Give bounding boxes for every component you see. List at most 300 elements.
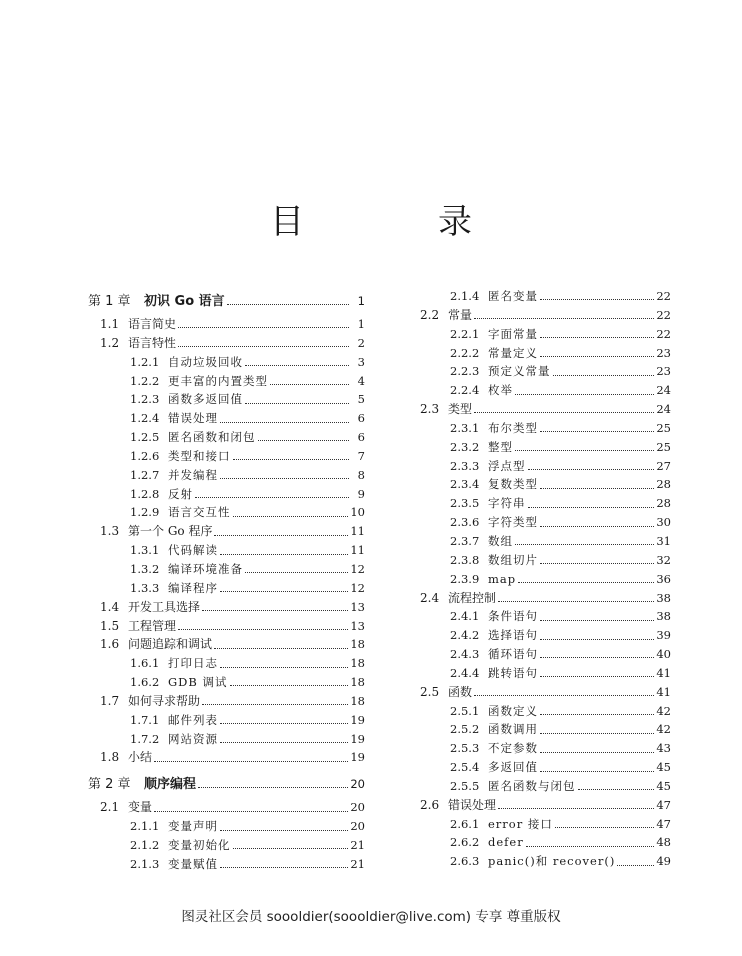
toc-entry-title: 开发工具选择 — [128, 599, 201, 614]
toc-entry-page: 11 — [350, 543, 365, 558]
toc-entry-number: 2.2.3 — [450, 364, 480, 379]
toc-entry-number: 1.3.2 — [130, 561, 160, 576]
toc-entry-number: 1.1 — [100, 317, 120, 331]
toc-entry-number: 2.2.1 — [450, 326, 480, 341]
toc-entry[interactable] — [408, 702, 671, 721]
toc-entry-page: 11 — [350, 524, 365, 539]
toc-entry-page: 20 — [350, 819, 365, 834]
toc-entry-number: 1.5 — [100, 618, 120, 633]
toc-entry-page: 43 — [656, 741, 671, 756]
toc-entry-title: 变量赋值 — [168, 856, 218, 871]
toc-entry-title: 第一个 Go 程序 — [128, 524, 213, 539]
toc-entry[interactable] — [88, 598, 365, 617]
dot-leader — [270, 383, 349, 385]
dot-leader — [220, 590, 348, 592]
toc-entry[interactable] — [88, 836, 365, 855]
toc-entry-page: 10 — [350, 505, 365, 520]
toc-entry-title: 函数 — [448, 684, 473, 699]
toc-entry-title: 自动垃圾回收 — [168, 354, 243, 369]
toc-entry-title: 如何寻求帮助 — [128, 693, 201, 708]
toc-entry-title: 工程管理 — [128, 618, 177, 633]
dot-leader — [245, 364, 349, 366]
dot-leader — [233, 847, 349, 849]
dot-leader — [233, 515, 349, 517]
toc-entry[interactable] — [88, 654, 365, 673]
toc-entry-page: 24 — [656, 402, 671, 417]
toc-entry[interactable] — [408, 400, 671, 419]
toc-entry-number: 2.3.7 — [450, 533, 480, 548]
toc-entry-title: defer — [488, 835, 524, 850]
toc-entry-page: 41 — [656, 684, 671, 699]
dot-leader — [540, 619, 654, 621]
toc-entry-title: 流程控制 — [448, 590, 497, 605]
toc-entry[interactable] — [88, 466, 365, 485]
toc-entry-title: 变量 — [128, 800, 153, 815]
toc-entry-number: 2.3.4 — [450, 477, 480, 492]
dot-leader — [178, 628, 348, 630]
toc-entry-number: 1.3 — [100, 524, 120, 539]
toc-entry-page: 31 — [656, 533, 671, 548]
toc-entry-page: 22 — [656, 289, 671, 303]
toc-entry-title: 复数类型 — [488, 477, 538, 492]
toc-entry-title: 更丰富的内置类型 — [168, 373, 268, 388]
dot-leader — [540, 430, 654, 432]
toc-entry-number: 1.8 — [100, 750, 120, 765]
toc-entry-number: 2.4.4 — [450, 665, 480, 680]
toc-entry-number: 2.6.3 — [450, 854, 480, 869]
dot-leader — [498, 807, 654, 809]
toc-entry-number: 2.4 — [420, 590, 440, 605]
toc-entry-number: 2.5 — [420, 684, 440, 699]
toc-entry-number: 1.6.1 — [130, 656, 160, 671]
dot-leader — [528, 468, 655, 470]
toc-entry-page: 24 — [656, 383, 671, 398]
toc-entry-page: 7 — [357, 448, 365, 463]
toc-entry-title: 打印日志 — [168, 656, 218, 671]
toc-entry-number: 1.2.3 — [130, 392, 160, 407]
toc-entry-page: 4 — [357, 373, 365, 388]
toc-entry[interactable] — [408, 626, 671, 645]
toc-entry[interactable] — [408, 739, 671, 758]
toc-entry[interactable] — [88, 447, 365, 466]
toc-entry-title: 编译程序 — [168, 580, 218, 595]
toc-entry[interactable] — [408, 645, 671, 664]
toc-entry-page: 30 — [656, 515, 671, 530]
toc-entry[interactable] — [408, 758, 671, 777]
toc-entry-title: 数组切片 — [488, 552, 538, 567]
toc-entry-number: 1.2.1 — [130, 354, 160, 369]
toc-entry[interactable] — [88, 798, 365, 817]
toc-entry[interactable] — [408, 344, 671, 363]
toc-entry[interactable] — [408, 777, 671, 796]
toc-entry[interactable] — [88, 353, 365, 372]
dot-leader — [220, 741, 348, 743]
toc-entry[interactable] — [408, 796, 671, 815]
toc-entry[interactable] — [88, 334, 365, 353]
toc-entry-title: 布尔类型 — [488, 420, 538, 435]
toc-entry-page: 21 — [350, 837, 365, 852]
toc-entry-title: 函数定义 — [488, 703, 538, 718]
toc-entry[interactable] — [408, 325, 671, 344]
toc-entry-title: 匿名函数和闭包 — [168, 430, 256, 445]
toc-left-column — [88, 287, 365, 874]
toc-entry-number: 2.2.2 — [450, 345, 480, 360]
toc-entry[interactable] — [88, 315, 365, 334]
toc-entry-title: 常量 — [448, 307, 473, 322]
toc-entry[interactable] — [88, 635, 365, 654]
toc-entry-title: 邮件列表 — [168, 712, 218, 727]
dot-leader — [258, 439, 350, 441]
toc-entry[interactable] — [408, 551, 671, 570]
toc-entry-title: 常量定义 — [488, 345, 538, 360]
dot-leader — [540, 298, 654, 300]
toc-entry-number: 1.4 — [100, 599, 120, 614]
toc-entry[interactable] — [88, 485, 365, 504]
toc-entry-page: 12 — [350, 580, 365, 595]
toc-entry-number: 2.6.2 — [450, 835, 480, 850]
toc-entry-page: 25 — [656, 420, 671, 435]
toc-entry-number: 2.1.2 — [130, 837, 160, 852]
toc-entry[interactable] — [408, 664, 671, 683]
toc-entry-page: 48 — [656, 835, 671, 850]
toc-entry-title: 匿名函数与闭包 — [488, 778, 576, 793]
toc-entry-page: 20 — [350, 777, 365, 792]
toc-entry-number: 2.6.1 — [450, 816, 480, 831]
dot-leader — [195, 496, 349, 498]
toc-entry[interactable] — [88, 579, 365, 598]
toc-entry-number: 2.6 — [420, 797, 440, 812]
toc-entry-number: 2.5.1 — [450, 703, 480, 718]
toc-entry-page: 3 — [357, 354, 365, 369]
toc-entry-title: 字符类型 — [488, 515, 538, 530]
toc-entry-title: 顺序编程 — [144, 777, 197, 793]
toc-entry-number: 1.3.3 — [130, 580, 160, 595]
toc-entry-title: map — [488, 571, 517, 586]
toc-entry-page: 13 — [350, 599, 365, 614]
toc-entry-title: 匿名变量 — [488, 289, 538, 303]
toc-entry-page: 36 — [656, 571, 671, 586]
toc-entry-page: 22 — [656, 307, 671, 322]
toc-entry-title: 字符串 — [488, 496, 526, 511]
toc-entry-title: 枚举 — [488, 383, 513, 398]
dot-leader — [233, 458, 350, 460]
toc-entry-title: 浮点型 — [488, 458, 526, 473]
dot-leader — [220, 421, 349, 423]
toc-entry[interactable] — [408, 287, 671, 306]
toc-entry-page: 38 — [656, 590, 671, 605]
toc-entry-page: 2 — [357, 335, 365, 350]
toc-entry-page: 45 — [656, 760, 671, 775]
toc-entry-number: 1.2.5 — [130, 430, 160, 445]
toc-entry-number: 1.7.1 — [130, 712, 160, 727]
dot-leader — [515, 449, 654, 451]
toc-entry-page: 22 — [656, 326, 671, 341]
toc-entry[interactable] — [408, 607, 671, 626]
toc-entry-number: 第 2 章 — [88, 777, 131, 793]
toc-entry-title: 预定义常量 — [488, 364, 551, 379]
toc-entry[interactable] — [88, 522, 365, 541]
toc-entry[interactable] — [88, 855, 365, 874]
toc-entry-page: 27 — [656, 458, 671, 473]
dot-leader — [526, 845, 655, 847]
dot-leader — [540, 675, 654, 677]
toc-entry-title: 跳转语句 — [488, 665, 538, 680]
toc-entry[interactable] — [408, 720, 671, 739]
dot-leader — [220, 666, 348, 668]
toc-entry-number: 1.7 — [100, 693, 120, 708]
toc-entry[interactable] — [408, 815, 671, 834]
toc-entry-page: 18 — [350, 693, 365, 708]
dot-leader — [154, 810, 348, 812]
toc-entry-page: 28 — [656, 477, 671, 492]
toc-entry-number: 2.3.2 — [450, 439, 480, 454]
toc-entry-title: 函数调用 — [488, 722, 538, 737]
dot-leader — [214, 534, 348, 536]
toc-entry-page: 1 — [357, 294, 365, 308]
dot-leader — [518, 581, 654, 583]
toc-entry-title: 错误处理 — [448, 797, 497, 812]
toc-entry-page: 19 — [350, 712, 365, 727]
toc-entry-title: 语言交互性 — [168, 505, 231, 520]
toc-entry[interactable] — [88, 748, 365, 767]
toc-entry-number: 2.5.2 — [450, 722, 480, 737]
dot-leader — [220, 866, 348, 868]
toc-entry-title: 类型 — [448, 402, 473, 417]
toc-entry-page: 13 — [350, 618, 365, 633]
toc-entry-number: 2.3.3 — [450, 458, 480, 473]
toc-entry-number: 2.3.8 — [450, 552, 480, 567]
toc-entry-page: 18 — [350, 637, 365, 652]
dot-leader — [515, 393, 654, 395]
toc-entry-number: 2.1.1 — [130, 819, 160, 834]
toc-entry-number: 2.4.3 — [450, 647, 480, 662]
toc-entry-number: 1.2.6 — [130, 448, 160, 463]
dot-leader — [245, 402, 349, 404]
toc-chapter-entry[interactable] — [88, 287, 365, 315]
dot-leader — [555, 826, 654, 828]
dot-leader — [528, 506, 655, 508]
watermark-footer: 图灵社区会员 soooldier(soooldier@live.com) 专享 尊重版权 — [181, 909, 561, 925]
toc-entry-title: 网站资源 — [168, 731, 218, 746]
dot-leader — [220, 477, 349, 479]
toc-entry-title: 并发编程 — [168, 467, 218, 482]
toc-entry-title: 不定参数 — [488, 741, 538, 756]
toc-entry[interactable] — [88, 711, 365, 730]
toc-entry-title: 错误处理 — [168, 411, 218, 426]
toc-entry-number: 2.5.3 — [450, 741, 480, 756]
dot-leader — [220, 829, 348, 831]
toc-entry-title: 类型和接口 — [168, 448, 231, 463]
toc-chapter-entry[interactable] — [88, 770, 365, 798]
toc-entry-number: 2.3.5 — [450, 496, 480, 511]
toc-entry-number: 1.2.4 — [130, 411, 160, 426]
toc-entry-title: 反射 — [168, 486, 193, 501]
toc-entry[interactable] — [408, 475, 671, 494]
dot-leader — [245, 571, 348, 573]
toc-entry-number: 2.3.9 — [450, 571, 480, 586]
toc-entry-title: 多返回值 — [488, 760, 538, 775]
toc-entry-page: 40 — [656, 647, 671, 662]
dot-leader — [178, 326, 349, 328]
dot-leader — [220, 722, 348, 724]
toc-entry[interactable] — [408, 306, 671, 325]
toc-entry[interactable] — [408, 833, 671, 852]
dot-leader — [220, 553, 348, 555]
toc-entry-number: 第 1 章 — [88, 294, 131, 309]
toc-entry[interactable] — [88, 560, 365, 579]
dot-leader — [474, 317, 654, 319]
dot-leader — [540, 487, 654, 489]
toc-entry-page: 45 — [656, 778, 671, 793]
toc-entry-title: 语言特性 — [128, 335, 177, 350]
toc-entry-page: 41 — [656, 665, 671, 680]
toc-entry-number: 2.2 — [420, 307, 440, 322]
toc-entry-number: 2.3 — [420, 402, 440, 417]
toc-entry-page: 5 — [357, 392, 365, 407]
dot-leader — [540, 355, 654, 357]
toc-entry[interactable] — [88, 673, 365, 692]
toc-entry-page: 18 — [350, 675, 365, 690]
dot-leader — [498, 600, 654, 602]
dot-leader — [540, 751, 654, 753]
toc-entry-title: 小结 — [128, 750, 153, 765]
toc-entry-page: 23 — [656, 345, 671, 360]
toc-entry-page: 18 — [350, 656, 365, 671]
page-title: 目 录 — [270, 202, 522, 242]
toc-entry-title: panic()和 recover() — [488, 854, 616, 869]
toc-entry-title: 函数多返回值 — [168, 392, 243, 407]
toc-entry-number: 2.3.1 — [450, 420, 480, 435]
toc-entry-page: 1 — [357, 317, 365, 331]
toc-entry-number: 2.2.4 — [450, 383, 480, 398]
toc-entry-number: 2.1 — [100, 800, 120, 815]
toc-entry-title: 字面常量 — [488, 326, 538, 341]
toc-entry-number: 2.1.3 — [130, 856, 160, 871]
toc-entry-title: 代码解读 — [168, 543, 218, 558]
toc-entry-title: GDB 调试 — [168, 675, 228, 690]
toc-entry-page: 28 — [656, 496, 671, 511]
toc-entry[interactable] — [88, 409, 365, 428]
dot-leader — [540, 656, 654, 658]
toc-entry-title: 编译环境准备 — [168, 561, 243, 576]
toc-entry[interactable] — [408, 419, 671, 438]
toc-entry[interactable] — [88, 617, 365, 636]
toc-entry[interactable] — [408, 532, 671, 551]
dot-leader — [553, 374, 655, 376]
dot-leader — [540, 525, 654, 527]
toc-entry-number: 2.1.4 — [450, 289, 480, 303]
toc-entry-number: 2.3.6 — [450, 515, 480, 530]
toc-entry[interactable] — [408, 683, 671, 702]
dot-leader — [474, 694, 654, 696]
toc-entry-page: 19 — [350, 731, 365, 746]
toc-entry-number: 1.2.9 — [130, 505, 160, 520]
toc-entry[interactable] — [88, 817, 365, 836]
dot-leader — [617, 864, 654, 866]
toc-entry-number: 1.6 — [100, 637, 120, 652]
dot-leader — [540, 713, 654, 715]
toc-entry-page: 23 — [656, 364, 671, 379]
toc-entry-page: 49 — [656, 854, 671, 869]
dot-leader — [230, 684, 349, 686]
dot-leader — [515, 543, 654, 545]
toc-entry-title: error 接口 — [488, 816, 553, 831]
toc-entry[interactable] — [88, 390, 365, 409]
toc-entry-page: 9 — [357, 486, 365, 501]
toc-entry[interactable] — [408, 381, 671, 400]
toc-entry-page: 47 — [656, 797, 671, 812]
toc-entry[interactable] — [408, 570, 671, 589]
toc-entry[interactable] — [88, 541, 365, 560]
toc-entry[interactable] — [408, 494, 671, 513]
toc-entry-number: 2.5.4 — [450, 760, 480, 775]
toc-entry-page: 20 — [350, 800, 365, 815]
toc-entry-title: 变量初始化 — [168, 837, 231, 852]
toc-entry-title: 问题追踪和调试 — [128, 637, 213, 652]
toc-entry-page: 19 — [350, 750, 365, 765]
toc-entry-number: 1.2.8 — [130, 486, 160, 501]
toc-entry-title: 整型 — [488, 439, 513, 454]
toc-entry-page: 8 — [357, 467, 365, 482]
dot-leader — [202, 703, 348, 705]
toc-entry-page: 12 — [350, 561, 365, 576]
toc-entry[interactable] — [88, 692, 365, 711]
toc-entry-page: 39 — [656, 628, 671, 643]
toc-entry[interactable] — [408, 438, 671, 457]
toc-entry-number: 1.2.2 — [130, 373, 160, 388]
toc-entry-title: 选择语句 — [488, 628, 538, 643]
toc-entry[interactable] — [408, 589, 671, 608]
dot-leader — [214, 647, 348, 649]
toc-entry-page: 6 — [357, 411, 365, 426]
dot-leader — [540, 562, 654, 564]
toc-entry-page: 42 — [656, 722, 671, 737]
toc-entry[interactable] — [88, 372, 365, 391]
dot-leader — [540, 732, 654, 734]
toc-entry-title: 条件语句 — [488, 609, 538, 624]
toc-entry-number: 2.4.1 — [450, 609, 480, 624]
toc-entry-page: 47 — [656, 816, 671, 831]
toc-entry-page: 6 — [357, 430, 365, 445]
toc-entry[interactable] — [408, 457, 671, 476]
toc-entry[interactable] — [88, 503, 365, 522]
dot-leader — [178, 345, 349, 347]
toc-entry[interactable] — [88, 428, 365, 447]
dot-leader — [474, 411, 654, 413]
toc-entry-page: 38 — [656, 609, 671, 624]
toc-entry-page: 42 — [656, 703, 671, 718]
toc-entry[interactable] — [408, 362, 671, 381]
toc-entry-number: 2.4.2 — [450, 628, 480, 643]
toc-entry-title: 数组 — [488, 533, 513, 548]
dot-leader — [540, 770, 654, 772]
toc-entry-title: 语言简史 — [128, 317, 177, 331]
toc-entry[interactable] — [408, 852, 671, 871]
dot-leader — [202, 609, 348, 611]
toc-entry-title: 循环语句 — [488, 647, 538, 662]
toc-entry[interactable] — [408, 513, 671, 532]
dot-leader — [227, 303, 349, 305]
dot-leader — [540, 638, 654, 640]
toc-entry-page: 25 — [656, 439, 671, 454]
toc-entry-title: 初识 Go 语言 — [144, 294, 225, 309]
dot-leader — [198, 786, 348, 788]
toc-entry-number: 1.3.1 — [130, 543, 160, 558]
toc-entry-page: 32 — [656, 552, 671, 567]
toc-entry-number: 1.6.2 — [130, 675, 160, 690]
toc-entry-title: 变量声明 — [168, 819, 218, 834]
toc-entry[interactable] — [88, 730, 365, 749]
